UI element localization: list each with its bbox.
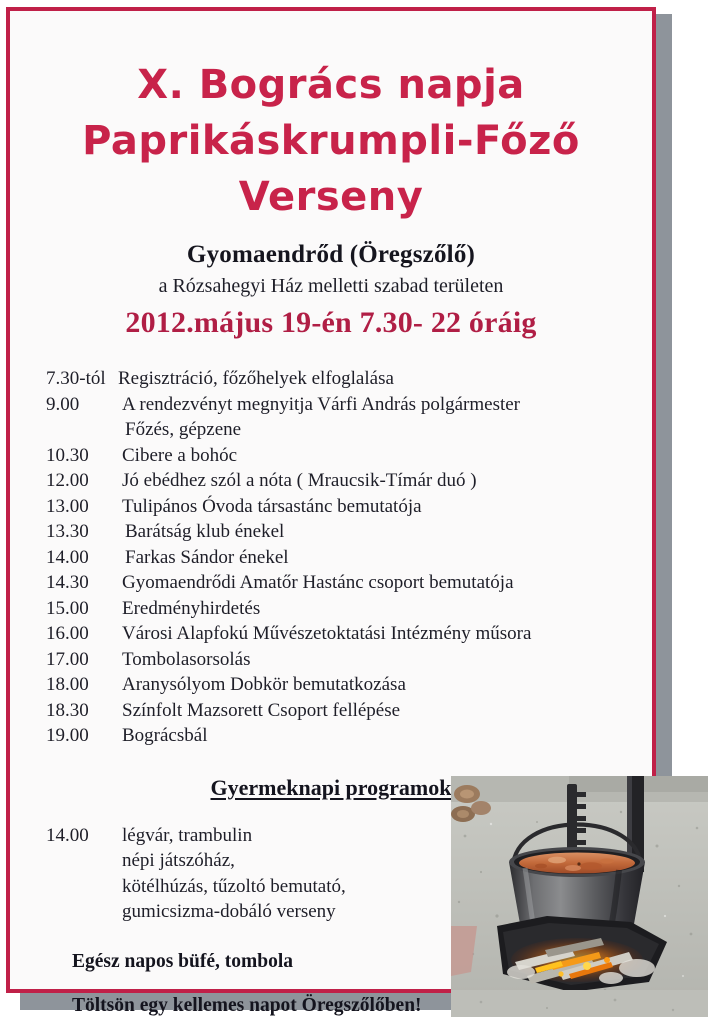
schedule-desc: Tulipános Óvoda társastánc bemutatója [122, 495, 422, 517]
schedule-row [46, 698, 652, 724]
schedule-desc: Főzés, gépzene [125, 419, 242, 440]
schedule-time: 16.00 [46, 623, 89, 644]
schedule-row [46, 596, 652, 622]
kids-program-item: kötélhúzás, tűzoltó bemutató, [122, 875, 346, 897]
schedule-time: 19.00 [46, 725, 89, 746]
schedule-desc: Farkas Sándor énekel [125, 546, 289, 568]
schedule-desc: Barátság klub énekel [125, 521, 285, 542]
kids-programs-heading: Gyermeknapi programok [210, 774, 452, 800]
schedule-row [46, 672, 652, 698]
schedule-row [46, 519, 652, 545]
schedule-row [46, 417, 652, 443]
schedule-row [46, 443, 652, 469]
schedule-desc: A rendezvényt megnyitja Várfi András polgármester [122, 393, 520, 415]
event-date: 2012.május 19-én 7.30- 22 óráig [125, 306, 537, 339]
schedule-desc: Gyomaendrődi Amatőr Hastánc csoport bemutatója [122, 572, 514, 593]
schedule-time: 13.00 [46, 495, 89, 517]
bogracs-photo-image [451, 776, 708, 1017]
schedule-desc: Eredményhirdetés [122, 597, 261, 619]
schedule-row [46, 392, 652, 418]
schedule-time: 17.00 [46, 648, 89, 670]
schedule-row [46, 366, 652, 392]
kids-program-time: 14.00 [46, 824, 89, 846]
schedule-row [46, 494, 652, 520]
title-line-1: X. Bogrács napja [137, 62, 525, 108]
kids-program-item: légvár, trambulin [122, 824, 253, 846]
place-name: Gyomaendrőd (Öregszőlő) [186, 241, 476, 268]
title-line-3: Verseny [238, 174, 424, 220]
schedule-desc: Tombolasorsolás [122, 648, 251, 670]
schedule-row [46, 545, 652, 571]
footer-note-buffet: Egész napos büfé, tombola [72, 950, 294, 972]
schedule-time: 14.30 [46, 572, 89, 593]
schedule-time: 18.30 [46, 699, 89, 721]
bogracs-photo [451, 776, 708, 1017]
schedule-time: 12.00 [46, 470, 89, 491]
schedule-time: 18.00 [46, 674, 89, 695]
venue-description: a Rózsahegyi Ház melletti szabad területen [158, 275, 504, 297]
schedule-time: 13.30 [46, 521, 89, 542]
schedule-list [10, 366, 652, 749]
schedule-row [46, 621, 652, 647]
schedule-row [46, 647, 652, 673]
kids-program-item: gumicsizma-dobáló verseny [122, 901, 336, 922]
poster-title [10, 57, 652, 225]
schedule-desc: Regisztráció, főzőhelyek elfoglalása [118, 368, 394, 389]
schedule-time: 15.00 [46, 597, 89, 619]
title-line-2: Paprikáskrumpli-Főző [82, 118, 580, 164]
footer-note-invitation: Töltsön egy kellemes napot Öregszőlőben! [72, 994, 422, 1016]
kids-program-item: népi játszóház, [122, 850, 235, 871]
schedule-desc: Városi Alapfokú Művészetoktatási Intézmény műsora [122, 623, 532, 644]
schedule-time: 7.30-tól [46, 368, 106, 389]
schedule-desc: Jó ebédhez szól a nóta ( Mraucsik-Tímár duó ) [122, 470, 477, 491]
schedule-desc: Aranysólyom Dobkör bemutatkozása [122, 674, 406, 695]
schedule-desc: Színfolt Mazsorett Csoport fellépése [122, 699, 401, 721]
schedule-time: 9.00 [46, 393, 80, 415]
schedule-row [46, 723, 652, 749]
schedule-row [46, 570, 652, 596]
schedule-time: 10.30 [46, 444, 89, 466]
schedule-time: 14.00 [46, 546, 89, 568]
schedule-desc: Bográcsbál [122, 725, 208, 746]
schedule-desc: Cibere a bohóc [122, 444, 238, 466]
schedule-row [46, 468, 652, 494]
